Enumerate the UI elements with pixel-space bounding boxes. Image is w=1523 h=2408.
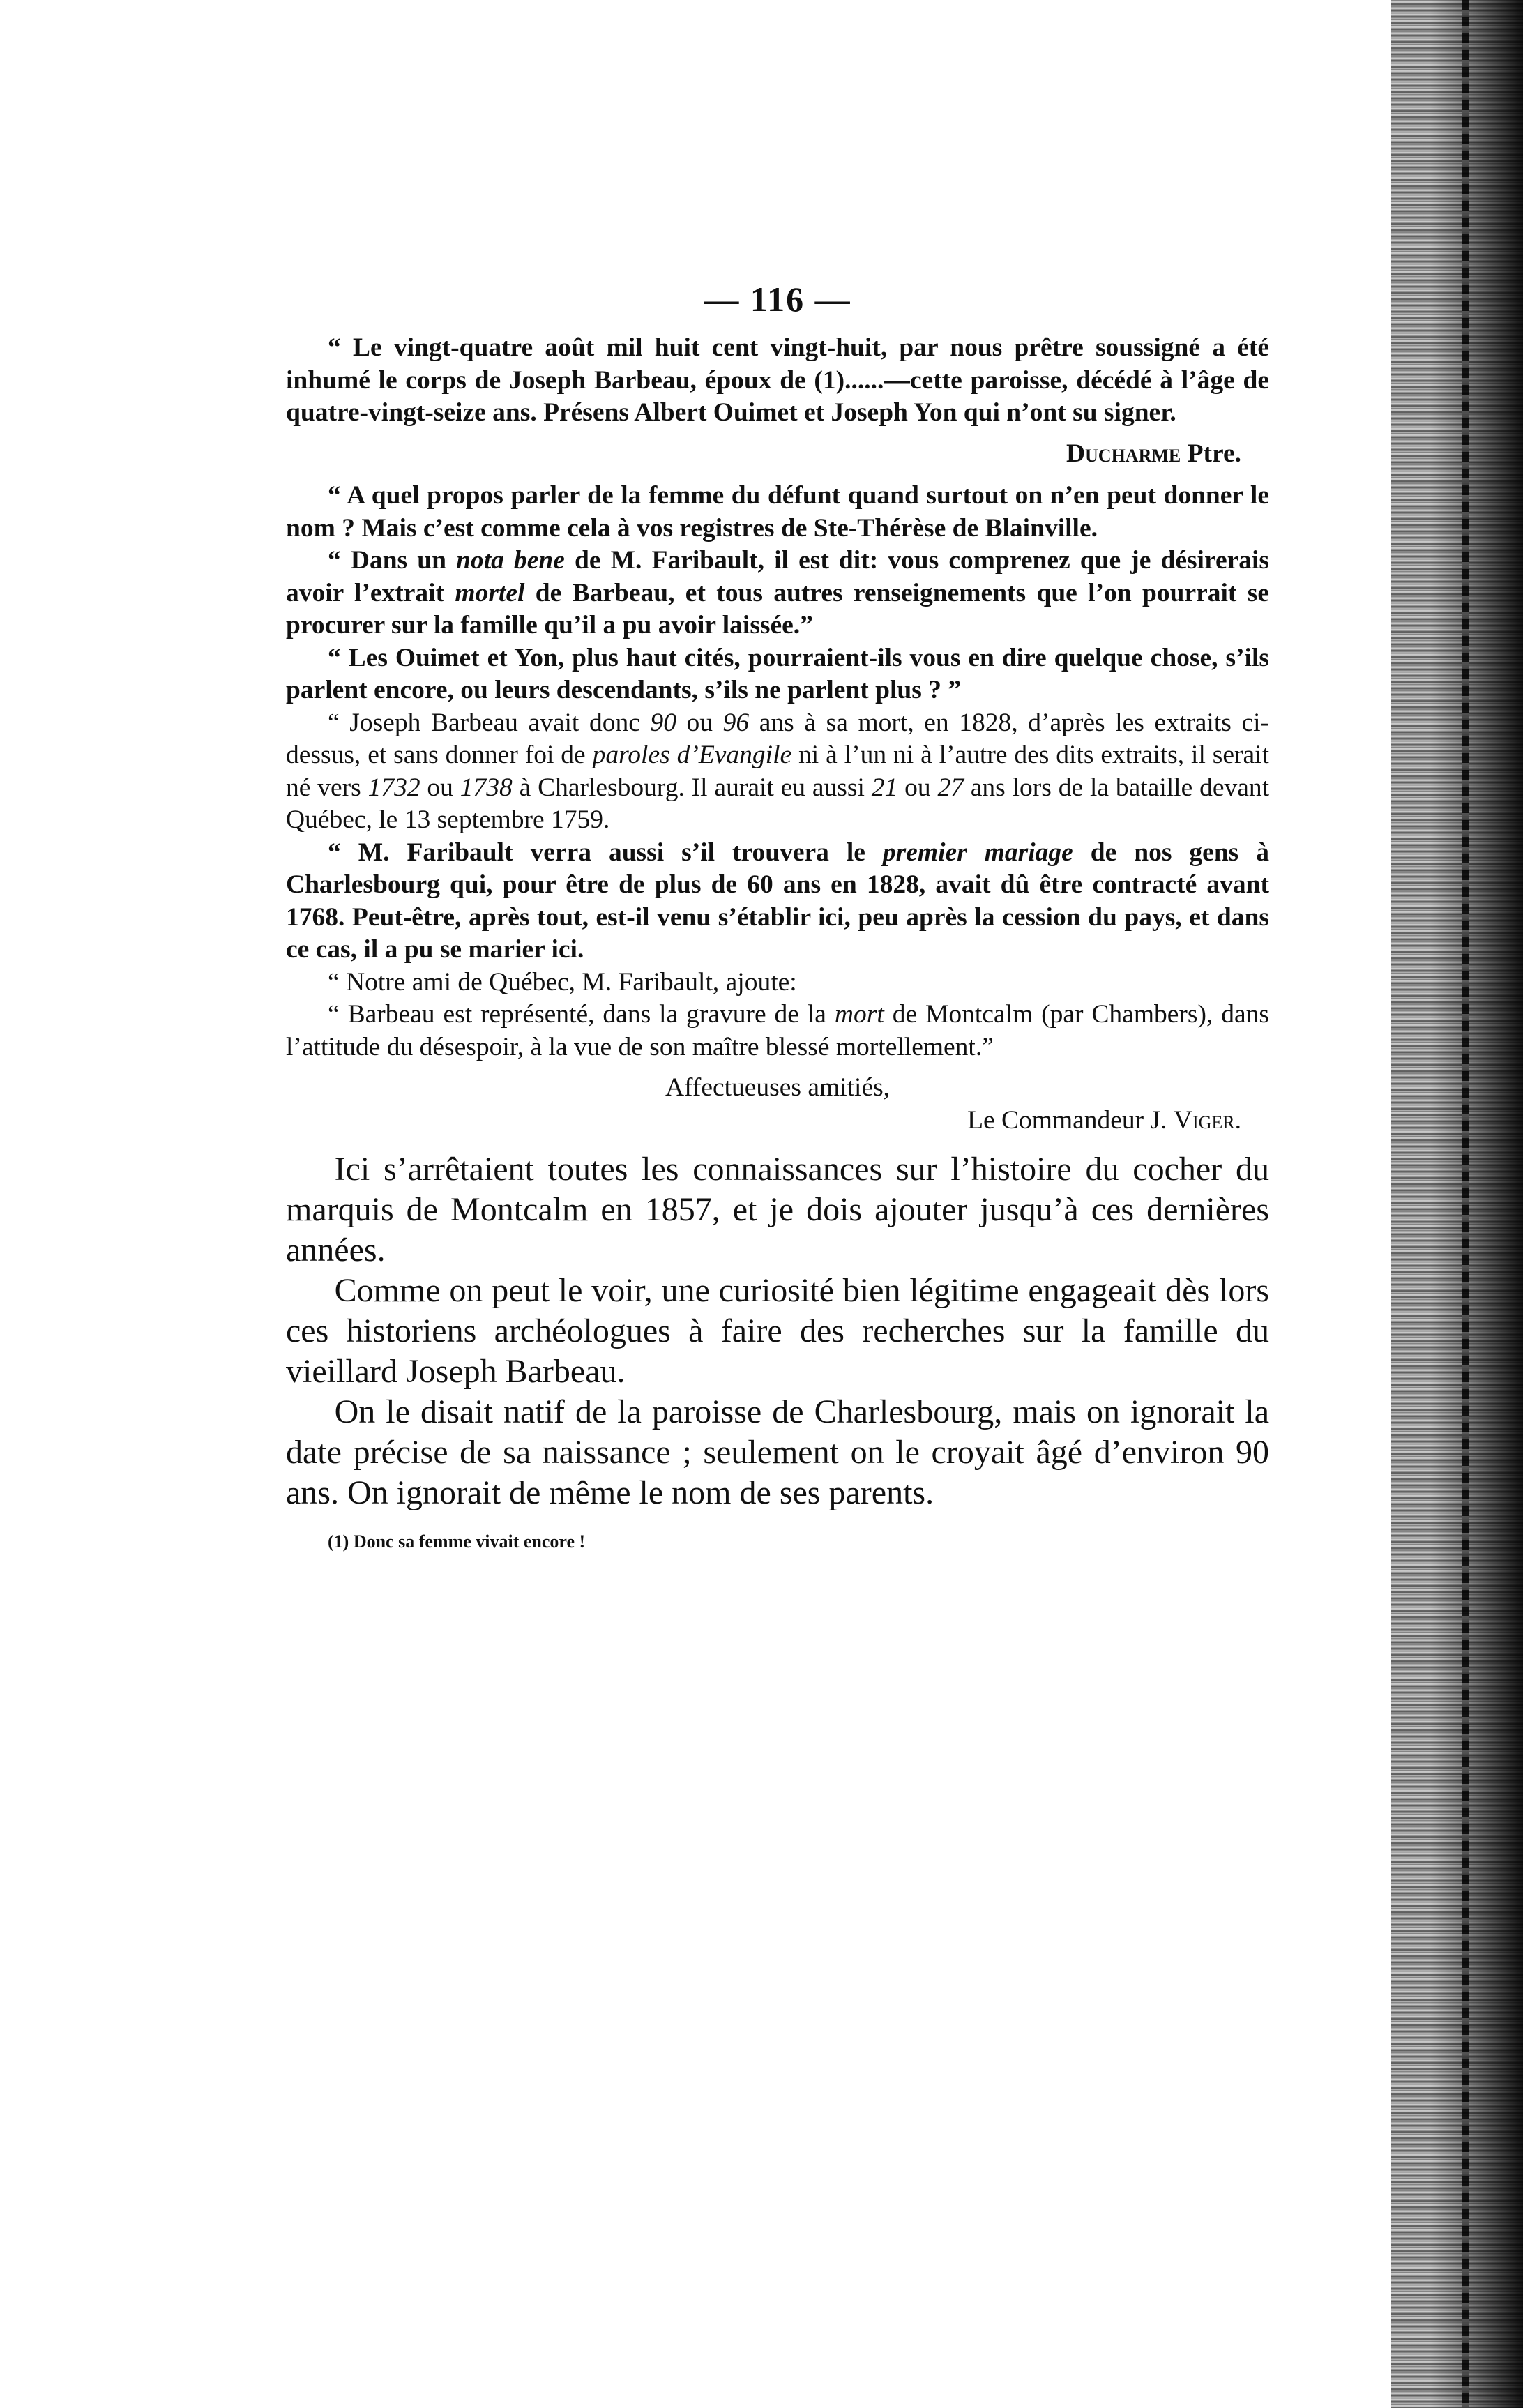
letter-paragraph-ouimet-yon: “ Les Ouimet et Yon, plus haut cités, pourraient-ils vous en dire quelque chose, s’ils parlent encore, ou leurs descendants, s’ils ne parlent plus ? ” xyxy=(286,643,1269,704)
page-edge-shadow xyxy=(1391,0,1523,2408)
letter-paragraph-nota-bene: “ Dans un nota bene de M. Faribault, il est dit: vous comprenez que je désirerais avoir l’extrait mortel de Barbeau, et tous autres renseignements que l’on pourrait se procurer sur la famille qu’il a pu avoir laissée.” xyxy=(286,546,1269,639)
letter-quote xyxy=(286,332,1269,1137)
letter-paragraph-notre-ami: “ Notre ami de Québec, M. Faribault, ajoute: xyxy=(328,967,797,997)
page-number: — 116 — xyxy=(704,280,851,319)
letter-closing: Affectueuses amitiés, xyxy=(665,1073,891,1102)
letter-paragraph-burial: “ Le vingt-quatre août mil huit cent vingt-huit, par nous prêtre soussigné a été inhumé le corps de Joseph Barbeau, époux de (1)......—cette paroisse, décédé à l’âge de quatre-vingt-seize ans. Présens Albert Ouimet et Joseph Yon qui n’ont su signer. xyxy=(286,333,1269,427)
letter-paragraph-age: “ Joseph Barbeau avait donc 90 ou 96 ans à sa mort, en 1828, d’après les extraits ci-dessus, et sans donner foi de paroles d’Evangile ni à l’un ni à l’autre des dits extraits, il serait né vers 1732 ou 1738 à Charlesbourg. Il aurait eu aussi 21 ou 27 ans lors de la bataille devant Québec, le 13 septembre 1759. xyxy=(286,708,1270,834)
body-paragraph-3: On le disait natif de la paroisse de Charlesbourg, mais on ignorait la date précise de sa naissance ; seulement on le croyait âgé d’environ 90 ans. On ignorait de même le nom de ses parents. xyxy=(286,1393,1269,1511)
signature-ducharme: Ducharme Ptre. xyxy=(1066,439,1241,468)
body-paragraph-1: Ici s’arrêtaient toutes les connaissances sur l’histoire du cocher du marquis de Montcalm en 1857, et je dois ajouter jusqu’à ces dernières années. xyxy=(286,1151,1269,1269)
letter-paragraph-question: “ A quel propos parler de la femme du défunt quand surtout on n’en peut donner le nom ? Mais c’est comme cela à vos registres de Ste-Thérèse de Blainville. xyxy=(286,481,1269,543)
letter-paragraph-gravure: “ Barbeau est représenté, dans la gravure de la mort de Montcalm (par Chambers), dans l’attitude du désespoir, à la vue de son maître blessé mortellement.” xyxy=(286,1000,1269,1061)
binding-edge xyxy=(1462,0,1469,2408)
signature-viger: Le Commandeur J. Viger. xyxy=(967,1105,1241,1135)
main-text xyxy=(286,1149,1269,1513)
page xyxy=(286,279,1269,1552)
footnote: (1) Donc sa femme vivait encore ! xyxy=(328,1531,586,1552)
letter-paragraph-marriage: “ M. Faribault verra aussi s’il trouvera le premier mariage de nos gens à Charlesbourg qui, pour être de plus de 60 ans en 1828, avait dû être contracté avant 1768. Peut-être, après tout, est-il venu s’établir ici, peu après la cession du pays, et dans ce cas, il a pu se marier ici. xyxy=(286,838,1270,964)
body-paragraph-2: Comme on peut le voir, une curiosité bien légitime engageait dès lors ces historiens archéologues à faire des recherches sur la famille du vieillard Joseph Barbeau. xyxy=(286,1272,1269,1390)
